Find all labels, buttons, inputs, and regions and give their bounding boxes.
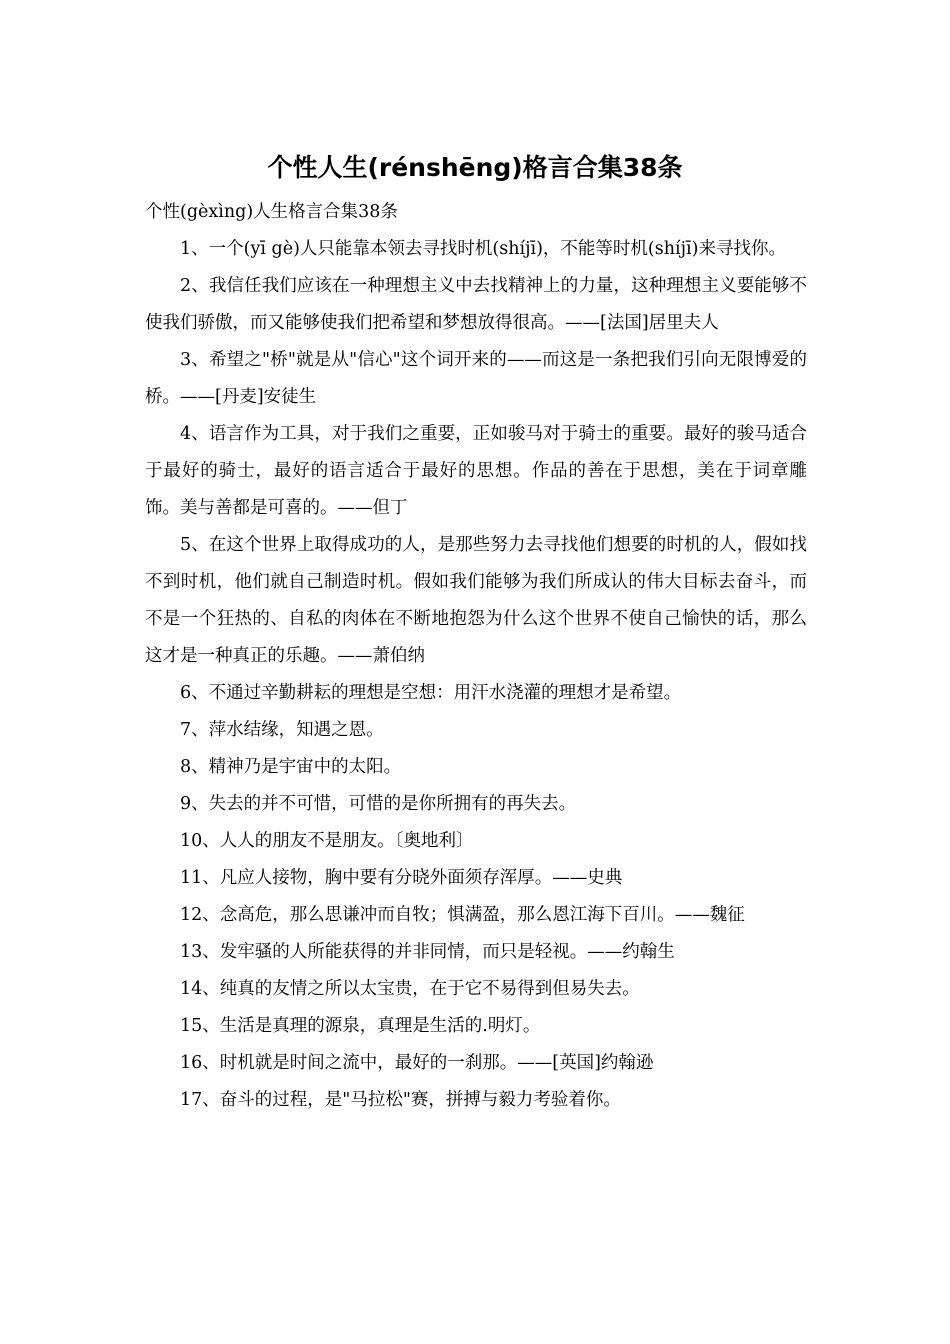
quote-item-4: 4、语言作为工具，对于我们之重要，正如骏马对于骑士的重要。最好的骏马适合于最好的骑士，最好的语言适合于最好的思想。作品的善在于思想，美在于词章雕饰。美与善都是可喜的。——但丁 xyxy=(145,424,807,518)
quote-item-14: 14、纯真的友情之所以太宝贵，在于它不易得到但易失去。 xyxy=(180,979,640,999)
quote-item-17: 17、奋斗的过程，是"马拉松"赛，拼搏与毅力考验着你。 xyxy=(180,1090,621,1110)
quote-item-7: 7、萍水结缘，知遇之恩。 xyxy=(180,720,384,740)
quote-item-8: 8、精神乃是宇宙中的太阳。 xyxy=(180,757,402,777)
quote-item-9: 9、失去的并不可惜，可惜的是你所拥有的再失去。 xyxy=(180,794,577,814)
quote-item-12: 12、念高危，那么思谦冲而自牧；惧满盈，那么恩江海下百川。——魏征 xyxy=(180,905,745,925)
quote-item-6: 6、不通过辛勤耕耘的理想是空想：用汗水浇灌的理想才是希望。 xyxy=(180,683,682,703)
quote-item-3: 3、希望之"桥"就是从"信心"这个词开来的——而这是一条把我们引向无限博爱的桥。——[丹麦]安徒生 xyxy=(145,350,807,407)
quote-item-5: 5、在这个世界上取得成功的人，是那些努力去寻找他们想要的时机的人，假如找不到时机，他们就自己制造时机。假如我们能够为我们所成认的伟大目标去奋斗，而不是一个狂热的、自私的肉体在不断地抱怨为什么这个世界不使自己愉快的话，那么这才是一种真正的乐趣。——萧伯纳 xyxy=(145,535,807,666)
quote-item-1: 1、一个(yī gè)人只能靠本领去寻找时机(shíjī)，不能等时机(shíjī)来寻找你。 xyxy=(180,239,786,259)
quote-item-11: 11、凡应人接物，胸中要有分晓外面须存浑厚。——史典 xyxy=(180,868,623,888)
document-subtitle: 个性(gèxìng)人生格言合集38条 xyxy=(145,202,398,222)
quote-item-2: 2、我信任我们应该在一种理想主义中去找精神上的力量，这种理想主义要能够不使我们骄傲，而又能够使我们把希望和梦想放得很高。——[法国]居里夫人 xyxy=(145,276,807,333)
quote-item-10: 10、人人的朋友不是朋友。〔奥地利〕 xyxy=(180,831,474,851)
page-title: 个性人生(rénshēng)格言合集38条 xyxy=(267,153,683,182)
document-body xyxy=(145,194,807,1119)
quote-item-13: 13、发牢骚的人所能获得的并非同情，而只是轻视。——约翰生 xyxy=(180,942,675,962)
quote-item-15: 15、生活是真理的源泉，真理是生活的.明灯。 xyxy=(180,1016,541,1036)
quote-item-16: 16、时机就是时间之流中，最好的一刹那。——[英国]约翰逊 xyxy=(180,1053,654,1073)
